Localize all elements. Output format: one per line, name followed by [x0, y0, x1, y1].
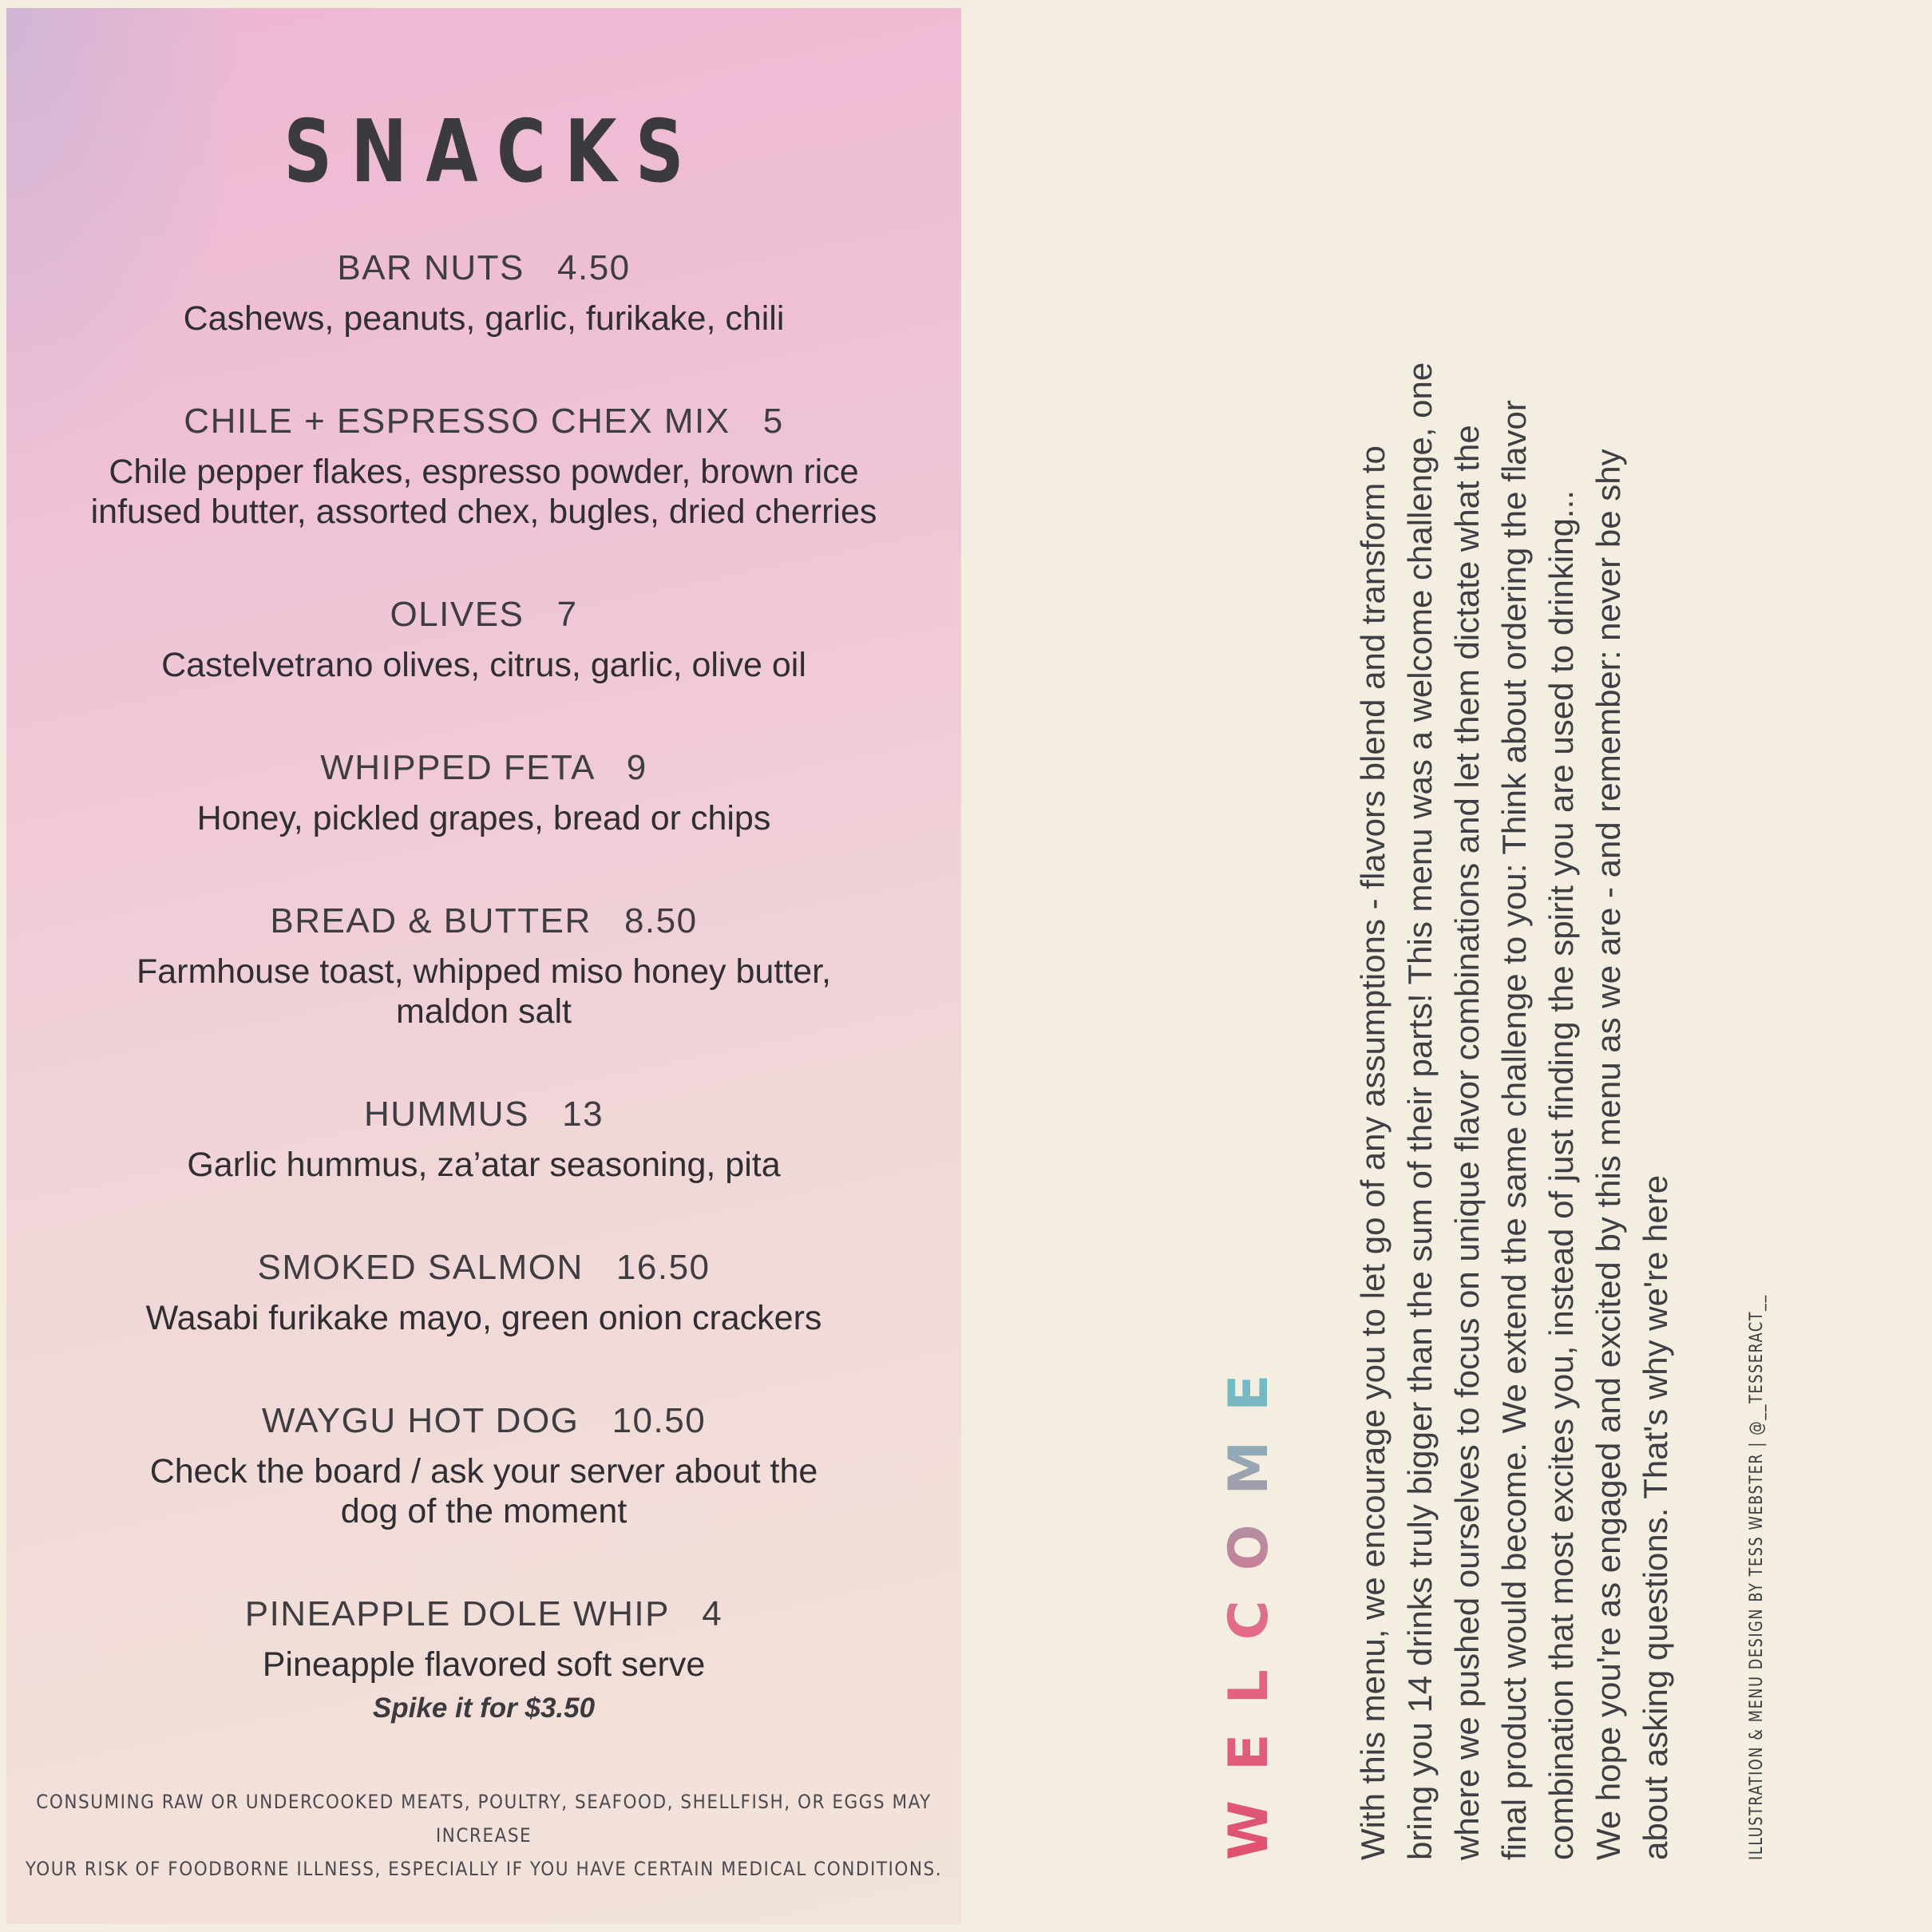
- menu-item-bread-butter: [6, 899, 961, 1031]
- disclaimer-line: CONSUMING RAW OR UNDERCOOKED MEATS, POULTRY, SEAFOOD, SHELLFISH, OR EGGS MAY INCREASE: [36, 1791, 932, 1847]
- snacks-panel: [6, 8, 961, 1924]
- item-name: SMOKED SALMON 16.50: [257, 1248, 711, 1287]
- item-description: Cashews, peanuts, garlic, furikake, chili: [183, 299, 785, 338]
- item-name: OLIVES 7: [390, 595, 578, 634]
- item-name: CHILE + ESPRESSO CHEX MIX 5: [184, 402, 784, 441]
- welcome-line: We hope you're as engaged and excited by this menu as we are - and remember: never be shy: [1590, 449, 1627, 1860]
- item-note: Spike it for $3.50: [372, 1692, 596, 1724]
- item-description: Pineapple flavored soft serve: [262, 1645, 706, 1684]
- menu-item-waygu-hot-dog: [6, 1399, 961, 1531]
- item-description: Wasabi furikake mayo, green onion crackers: [145, 1299, 822, 1337]
- welcome-line: bring you 14 drinks truly bigger than the sum of their parts! This menu was a welcome challenge, one: [1401, 362, 1439, 1860]
- item-description: Garlic hummus, za’atar seasoning, pita: [187, 1146, 781, 1184]
- item-description: Honey, pickled grapes, bread or chips: [196, 799, 771, 837]
- food-safety-disclaimer: [6, 1785, 961, 1886]
- design-credit: ILLUSTRATION & MENU DESIGN BY TESS WEBSTER | @__TESSERACT__: [1747, 1294, 1767, 1860]
- welcome-line: With this menu, we encourage you to let go of any assumptions - flavors blend and transform to: [1354, 445, 1392, 1860]
- welcome-line: where we pushed ourselves to focus on unique flavor combinations and let them dictate what the: [1448, 425, 1486, 1860]
- item-name: WAYGU HOT DOG 10.50: [261, 1401, 707, 1440]
- snacks-title: SNACKS: [283, 102, 703, 202]
- welcome-line: final product would become. We extend the same challenge to you: Think about ordering the flavor: [1495, 400, 1533, 1860]
- menu-item-dole-whip: [6, 1592, 961, 1724]
- menu-item-smoked-salmon: [6, 1245, 961, 1338]
- welcome-panel: [1213, 263, 1788, 1860]
- menu-item-olives: [6, 592, 961, 685]
- item-name: PINEAPPLE DOLE WHIP 4: [244, 1594, 723, 1633]
- item-name: BAR NUTS 4.50: [337, 248, 631, 287]
- welcome-title: WELCOME: [1213, 1344, 1285, 1860]
- item-name: HUMMUS 13: [363, 1095, 604, 1134]
- item-name: BREAD & BUTTER 8.50: [270, 901, 698, 940]
- disclaimer-line: YOUR RISK OF FOODBORNE ILLNESS, ESPECIALLY IF YOU HAVE CERTAIN MEDICAL CONDITIONS.: [25, 1858, 943, 1880]
- item-description: Check the board / ask your server about the dog of the moment: [149, 1452, 818, 1530]
- menu-item-chex-mix: [6, 399, 961, 532]
- menu-item-bar-nuts: [6, 246, 961, 338]
- item-description: Farmhouse toast, whipped miso honey butter, maldon salt: [136, 952, 832, 1031]
- welcome-body: [1349, 343, 1679, 1860]
- menu-item-hummus: [6, 1092, 961, 1185]
- menu-item-whipped-feta: [6, 746, 961, 838]
- item-name: WHIPPED FETA 9: [320, 748, 647, 787]
- welcome-line: combination that most excites you, instead of just finding the spirit you are used to drinking...: [1542, 490, 1580, 1860]
- welcome-line: about asking questions. That's why we're here: [1637, 1174, 1674, 1860]
- item-description: Castelvetrano olives, citrus, garlic, olive oil: [161, 646, 806, 684]
- item-description: Chile pepper flakes, espresso powder, brown rice infused butter, assorted chex, bugles, dried cherries: [90, 453, 877, 531]
